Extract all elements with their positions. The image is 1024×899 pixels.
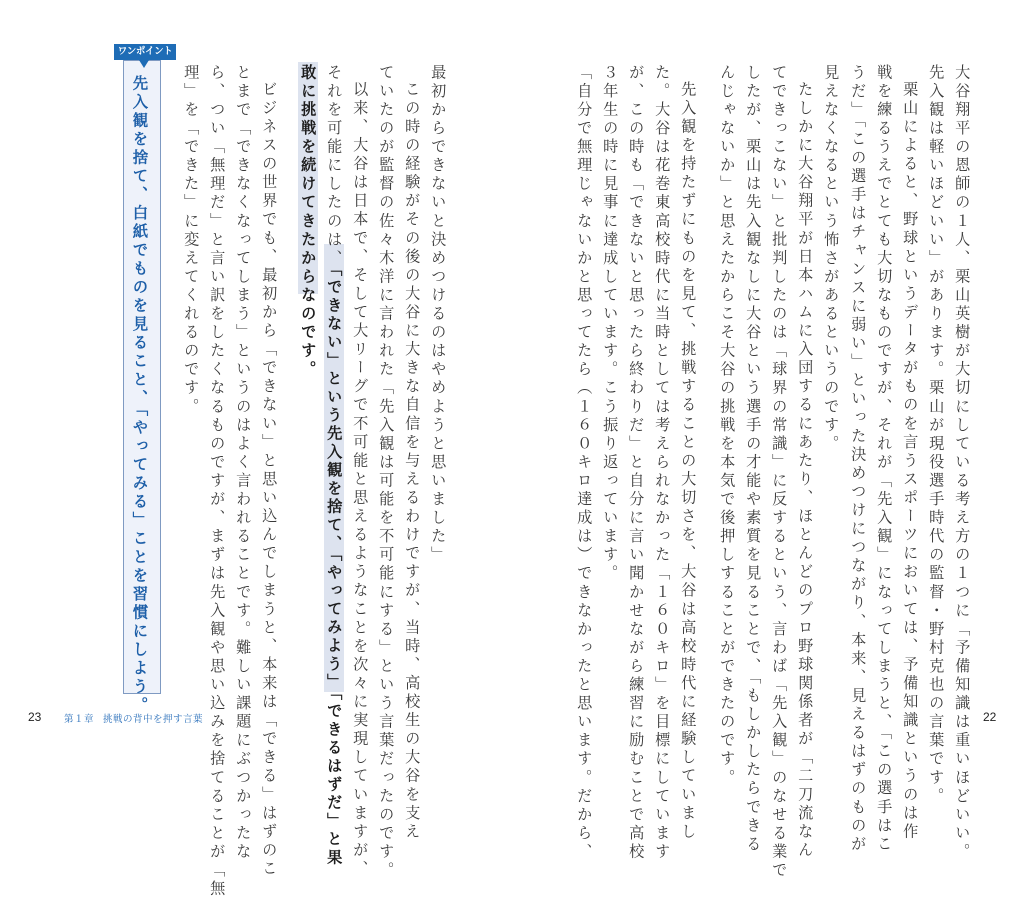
body-column-r14: ３年生の時に見事に達成しています。こう振り返っています。 (601, 64, 620, 584)
body-column-r9: したが、栗山は先入観なしに大谷という選手の才能や素質を見ることで、「もしかしたらできる (744, 64, 763, 855)
body-column-r3: 栗山によると、野球というデータがものを言うスポーツにおいては、予備知識というのは作 (901, 81, 920, 842)
body-column-r2: 先入観は軽いほどいい」があります。栗山が現役選手時代の監督・野村克也の言葉です。 (927, 64, 946, 806)
body-column-l3: ていたのが監督の佐々木洋に言われた「先入観は可能を不可能にする」という言葉だったのです。 (377, 64, 396, 881)
one-point-tag: ワンポイント (114, 44, 176, 60)
body-column-r11: 先入観を持たずにものを見て、挑戦することの大切さを、大谷は高校時代に経験していまし (679, 81, 698, 842)
body-column-r15: 「自分で無理じゃないかと思ってたら（１６０キロ達成は）できなかったと思います。だから、 (575, 64, 594, 862)
body-column-r1: 大谷翔平の恩師の１人、栗山英樹が大切にしている考え方の１つに「予備知識は重いほどいい。 (953, 64, 972, 862)
body-column-r10: んじゃないか」と思えたからこそ大谷の挑戦を本気で後押しすることができたのです。 (718, 64, 737, 788)
one-point-text: 先入観を捨て、白紙でものを見ること、「やってみる」ことを習慣にしよう。 (130, 75, 149, 715)
body-column-r8: てできっこない」と批判したのは「球界の常識」に反するという、言わば「先入観」のなせる業で (770, 64, 789, 881)
page-number-right: 22 (983, 710, 997, 724)
body-column-r7: たしかに大谷翔平が日本ハムに入団するにあたり、ほとんどのプロ野球関係者が「二刀流なん (796, 81, 815, 861)
body-column-l5-plain: それを可能にしたのは、 (325, 64, 344, 269)
body-column-l10: 理」を「できた」に変えてくれるのです。 (182, 64, 201, 417)
body-column-r13: が、この時も「できないと思ったら終わりだ」と自分に言い聞かせながら練習に励むことで高校 (627, 64, 646, 862)
body-column-l1: 最初からできないと決めつけるのはやめようと思いました」 (429, 64, 448, 565)
body-column-r12: た。大谷は花巻東高校時代に当時としては考えられなかった「１６０キロ」を目標にしています (653, 64, 672, 862)
body-column-l4: 以来、大谷は日本で、そして大リーグで不可能と思えるようなことを次々に実現していますが、 (351, 81, 370, 879)
body-column-l2: この時の経験がその後の大谷に大きな自信を与えるわけですが、当時、高校生の大谷を支え (403, 81, 422, 842)
emphasis-text: 「できない」という先入観を捨て、「やってみよう」「できるはずだ」と果 (325, 268, 344, 868)
body-column-l7: ビジネスの世界でも、最初から「できない」と思い込んでしまうと、本来は「できる」はずのこ (260, 81, 279, 879)
body-column-l9: ら、つい「無理だ」と言い訳をしたくなるものですが、まずは先入観や思い込みを捨てることが「無 (208, 64, 227, 899)
running-head-title: 挑戦の背中を押す言葉 (103, 714, 204, 725)
running-head-chapter: 第１章 (64, 714, 95, 725)
body-column-l6-emphasis: 敢に挑戦を続けてきたからなのです。 (299, 64, 318, 380)
body-column-r4: 戦を練るうえでとても大切なものですが、それが「先入観」になってしまうと、「この選手はこ (875, 64, 894, 855)
body-column-r6: 見えなくなるという怖さがあるというのです。 (822, 64, 841, 454)
running-head (64, 711, 203, 725)
body-column-l5 (325, 64, 344, 868)
body-column-r5: うだ」「この選手はチャンスに弱い」といった決めつけにつながり、本来、見えるはずのものが (849, 64, 868, 855)
page-number-left: 23 (28, 710, 42, 724)
body-column-l8: とまで「できなくなってしまう」というのはよく言われることです。難しい課題にぶつかったな (234, 64, 253, 862)
